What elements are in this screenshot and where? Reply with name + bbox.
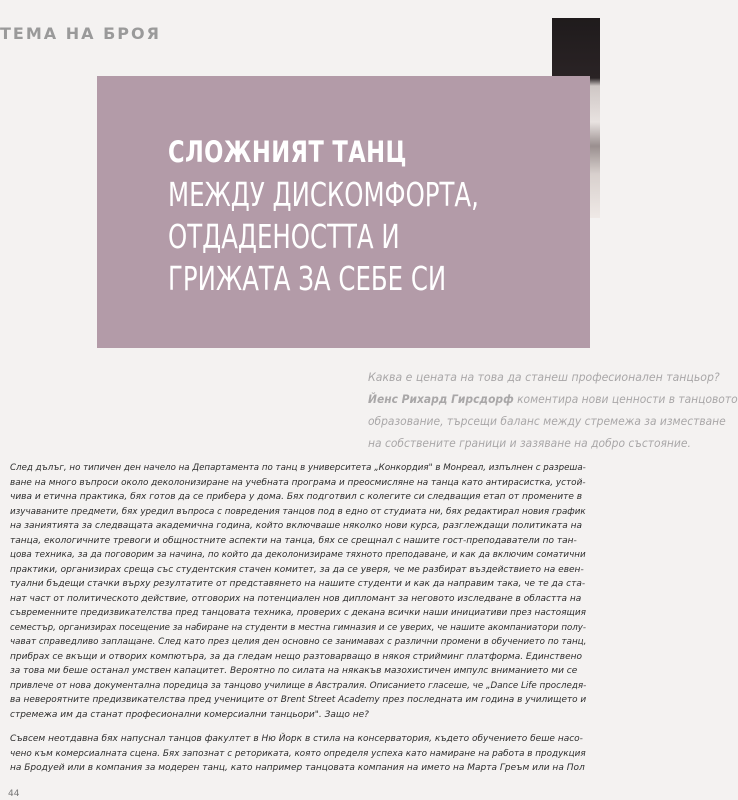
- body-line: чават справедливо заплащане. След като през целия ден основно се занимавах с различни промени в обучението по танц,: [10, 637, 587, 647]
- body-line: Съвсем неотдавна бях напуснал танцов факултет в Ню Йорк в стила на консерватория, където обучението беше насо-: [10, 734, 583, 744]
- body-line: привлече от нова документална поредица за танцово училище в Австралия. Описанието гласеше, че „Dance Life проследя-: [10, 680, 587, 691]
- body-line: туални бъдещи стачки върху резултатите от представянето на нашите студенти и как да направим така, че те да ста-: [10, 579, 586, 589]
- body-line: прибрах се вкъщи и отворих компютъра, за да гледам нещо разтоварващо в някоя стрийминг платформа. Единствено: [10, 651, 582, 662]
- body-line: чено към комерсиалната сцена. Бях запознат с реториката, която определя успеха като намиране на работа в продукция: [10, 748, 586, 759]
- article-body: [10, 461, 586, 786]
- lead-paragraph: [368, 366, 738, 454]
- body-line: нат част от политическото действие, отговорих на потенциален нов дипломант за неговото изследване в областта на: [10, 593, 582, 604]
- paragraph-1: [10, 461, 586, 722]
- body-line: ва невероятните предизвикателства пред учениците от Brent Street Academy през последната им година в училището и: [10, 695, 587, 705]
- body-line: цова техника, за да поговорим за начина, по който да деколонизираме тяхното преподаване, и как да включим соматични: [10, 550, 586, 560]
- lead-line: на собствените граници и зазяване на добро състояние.: [368, 436, 691, 450]
- lead-line: Каква е цената на това да станеш професионален танцьор?: [368, 370, 720, 384]
- paragraph-2: [10, 732, 586, 776]
- body-line: семестър, организирах посещение за набиране на студенти в местна гимназия и се уверих, че нашите акомпаниатори полу-: [10, 622, 586, 633]
- hero-title: СЛОЖНИЯТ ТАНЦ: [168, 135, 407, 169]
- body-line: на Бродуей или в компания за модерен танц, като например танцовата компания на името на Марта Греъм или на Пол: [10, 763, 585, 773]
- body-line: танца, екологичните тревоги и общностните аспекти на танца, бях се срещнал с нашите гост-преподаватели по тан-: [10, 535, 577, 546]
- lead-line: образование, търсещи баланс между стремежа за изместване: [368, 414, 726, 428]
- page-number: 44: [8, 789, 20, 799]
- section-label: ТЕМА НА БРОЯ: [0, 24, 161, 43]
- body-line: практики, организирах среща със студентския стачен комитет, за да се уверя, че ме разбират въздействието на евен-: [10, 564, 584, 575]
- body-line: изучаваните предмети, бях уредил въпроса с повредения танцов под в едно от студиата ни, бях редактирал новия график: [10, 506, 586, 517]
- hero-subtitle-line: ГРИЖАТА ЗА СЕБЕ СИ: [168, 259, 447, 298]
- hero-subtitle-line: ОТДАДЕНОСТТА И: [168, 217, 400, 256]
- body-line: за това ми беше останал умствен капацитет. Вероятно по силата на някакъв мазохистичен импулс вниманието ми се: [10, 666, 578, 676]
- body-line: на заниятията за следващата академична година, който включваше няколко нови курса, разглеждащи политиката на: [10, 521, 582, 531]
- body-line: ване на много въпроси около деколонизиране на учебната програма и преосмисляне на танца като антирасистка, устой-: [10, 477, 586, 488]
- hero-subtitle: [168, 174, 479, 300]
- body-line: съвременните предизвикателства пред танцовата техника, проверих с декана всички наши инициативи през настоящия: [10, 608, 586, 618]
- body-line: чива и етична практика, бях готов да се прибера у дома. Бях подготвил с колегите си следващия етап от промените в: [10, 492, 583, 502]
- lead-author: Йенс Рихард Гирсдорф: [368, 392, 514, 406]
- body-line: След дълъг, но типичен ден начело на Департамента по танц в университета „Конкордия" в Монреал, изпълнен с разреша-: [10, 463, 586, 473]
- lead-line: Йенс Рихард Гирсдорф коментира нови ценности в танцовото: [368, 392, 738, 406]
- body-line: стремежа им да станат професионални комерсиални танцьори". Защо не?: [10, 709, 369, 720]
- hero-subtitle-line: МЕЖДУ ДИСКОМФОРТА,: [168, 175, 479, 214]
